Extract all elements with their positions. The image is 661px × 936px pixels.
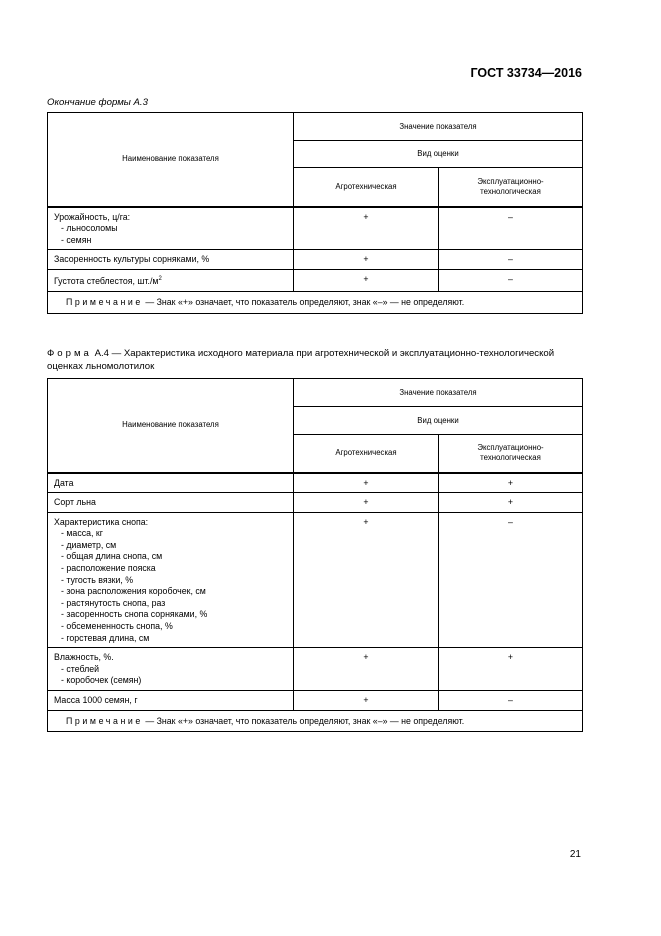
expl-mark: + bbox=[439, 493, 583, 513]
table-row bbox=[48, 250, 583, 270]
table-row bbox=[48, 648, 583, 691]
row-title: Урожайность, ц/га: bbox=[54, 211, 131, 222]
standard-designation: ГОСТ 33734—2016 bbox=[470, 66, 582, 80]
agro-mark: + bbox=[294, 473, 439, 493]
row-sub-item: - зона расположения коробочек, см bbox=[61, 586, 206, 597]
agro-mark: + bbox=[294, 512, 439, 648]
note-label: Примечание bbox=[66, 715, 143, 726]
table-row bbox=[48, 207, 583, 250]
row-sub-item: - стеблей bbox=[61, 663, 100, 674]
row-sub-item: - масса, кг bbox=[61, 528, 103, 539]
row-title: Засоренность культуры сорняками, % bbox=[48, 250, 294, 270]
col-expl-header: Эксплуатационно- технологическая bbox=[439, 168, 583, 207]
row-sub-item: - коробочек (семян) bbox=[61, 675, 142, 686]
row-title: Масса 1000 семян, г bbox=[48, 691, 294, 711]
note-text: — Знак «+» означает, что показатель определяют, знак «–» — не определяют. bbox=[145, 296, 465, 307]
row-title: Густота стеблестоя, $шт./м^2$ bbox=[48, 270, 294, 292]
table-row bbox=[48, 691, 583, 711]
row-title: Дата bbox=[48, 473, 294, 493]
form-a3-caption: Окончание формы А.3 bbox=[47, 97, 148, 108]
col-agro-header: Агротехническая bbox=[294, 168, 439, 207]
row-sub-item: - обсемененность снопа, % bbox=[61, 621, 173, 632]
row-sub-item: - диаметр, см bbox=[61, 539, 117, 550]
col-expl-header: Эксплуатационно- технологическая bbox=[439, 435, 583, 473]
col-type-header: Вид оценки bbox=[294, 407, 583, 435]
table-row bbox=[48, 493, 583, 513]
note-label: Примечание bbox=[66, 296, 143, 307]
superscript: 2 bbox=[158, 276, 162, 283]
col-value-header: Значение показателя bbox=[294, 379, 583, 407]
expl-mark: – bbox=[439, 691, 583, 711]
table-row bbox=[48, 270, 583, 292]
agro-mark: + bbox=[294, 207, 439, 250]
row-sub-item: - общая длина снопа, см bbox=[61, 551, 163, 562]
row-title: Характеристика снопа: bbox=[54, 516, 149, 527]
agro-mark: + bbox=[294, 691, 439, 711]
page-number: 21 bbox=[569, 849, 581, 860]
row-title: Влажность, %. bbox=[54, 652, 114, 663]
expl-mark: + bbox=[439, 648, 583, 691]
note-row bbox=[48, 291, 583, 313]
expl-mark: – bbox=[439, 512, 583, 648]
row-sub-item: - растянутость снопа, раз bbox=[61, 597, 166, 608]
col-value-header: Значение показателя bbox=[294, 113, 583, 141]
table-row bbox=[48, 512, 583, 648]
table-row bbox=[48, 473, 583, 493]
agro-mark: + bbox=[294, 493, 439, 513]
form-label: Форма bbox=[47, 348, 92, 359]
row-sub-item: - расположение пояска bbox=[61, 563, 156, 574]
row-sub-item: - семян bbox=[61, 234, 92, 245]
row-sub-item: - горстевая длина, см bbox=[61, 632, 150, 643]
agro-mark: + bbox=[294, 250, 439, 270]
row-title: Сорт льна bbox=[48, 493, 294, 513]
row-sub-item: - льносоломы bbox=[61, 223, 118, 234]
col-name-header: Наименование показателя bbox=[48, 113, 294, 207]
row-sub-item: - засоренность снопа сорняками, % bbox=[61, 609, 208, 620]
expl-mark: – bbox=[439, 270, 583, 292]
expl-mark: – bbox=[439, 250, 583, 270]
expl-mark: + bbox=[439, 473, 583, 493]
note-row bbox=[48, 710, 583, 732]
agro-mark: + bbox=[294, 270, 439, 292]
form-a4-caption bbox=[47, 347, 583, 373]
form-caption-text: А.4 — Характеристика исходного материала при агротехнической и эксплуатационно-технологической оценках льномолотилок bbox=[47, 348, 555, 372]
col-name-header: Наименование показателя bbox=[48, 379, 294, 473]
expl-mark: – bbox=[439, 207, 583, 250]
form-a3-table bbox=[47, 112, 583, 314]
form-a4-table bbox=[47, 378, 583, 732]
row-sub-item: - тугость вязки, % bbox=[61, 574, 134, 585]
agro-mark: + bbox=[294, 648, 439, 691]
col-type-header: Вид оценки bbox=[294, 141, 583, 168]
col-agro-header: Агротехническая bbox=[294, 435, 439, 473]
note-text: — Знак «+» означает, что показатель определяют, знак «–» — не определяют. bbox=[145, 715, 465, 726]
